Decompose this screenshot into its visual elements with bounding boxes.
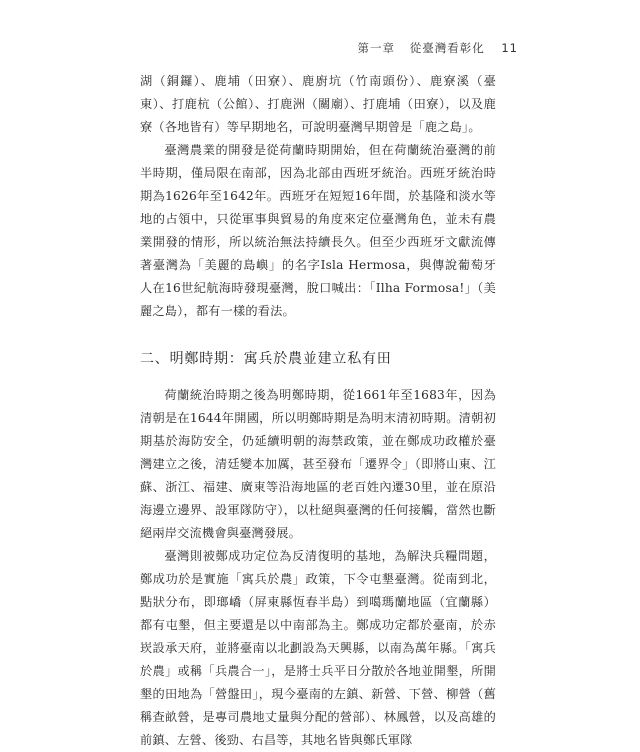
chapter-title: 從臺灣看彰化 bbox=[409, 41, 485, 55]
paragraph: 臺灣則被鄭成功定位為反清復明的基地，為解決兵糧問題，鄭成功於是實施「寓兵於農」政策，下令屯墾臺灣。從南到北，點狀分布，即瑯嶠（屏東縣恆春半島）到噶瑪蘭地區（宜蘭縣）都有屯墾，但主要還是以中南部為主。鄭成功定都於臺南，於赤崁設承天府，並將臺南以北劃設為天興縣，以南為萬年縣。「寓兵於農」或稱「兵農合一」，是將士兵平日分散於各地並開墾，所開墾的田地為「營盤田」，現今臺南的左鎮、新營、下營、柳營（舊稱查畝營，是專司農地丈量與分配的營部）、林鳳營，以及高雄的前鎮、左營、後勁、右昌等，其地名皆與鄭氏軍隊 bbox=[140, 549, 496, 747]
paragraph-continued: 湖（銅鑼）、鹿埔（田寮）、鹿廚坑（竹南頭份）、鹿寮溪（臺東）、打鹿杭（公館）、打鹿洲（關廟）、打鹿埔（田寮），以及鹿寮（各地皆有）等早期地名，可說明臺灣早期曾是「鹿之島」。 bbox=[140, 74, 496, 134]
paragraph: 荷蘭統治時期之後為明鄭時期，從1661年至1683年，因為清朝是在1644年開國，所以明鄭時期是為明末清初時期。清朝初期基於海防安全，仍延續明朝的海禁政策，並在鄭成功政權於臺灣建立之後，清廷變本加厲，甚至發布「遷界令」（即將山東、江蘇、浙江、福建、廣東等沿海地區的老百姓內遷30里，並在原沿海邊立邊界、設軍隊防守），以杜絕與臺灣的任何接觸，當然也斷絕兩岸交流機會與臺灣發展。 bbox=[140, 388, 496, 540]
chapter-number: 第一章 bbox=[357, 41, 396, 55]
running-header bbox=[348, 40, 518, 56]
body-text bbox=[140, 70, 496, 752]
page-number: 11 bbox=[501, 41, 518, 55]
section-heading: 二、明鄭時期：寓兵於農並建立私有田 bbox=[140, 351, 392, 367]
paragraph: 臺灣農業的開發是從荷蘭時期開始，但在荷蘭統治臺灣的前半時期，僅局限在南部，因為北部由西班牙統治。西班牙統治時期為1626年至1642年。西班牙在短短16年間，於基隆和淡水等地的占領中，只從軍事與貿易的角度來定位臺灣角色，並未有農業開發的情形，所以統治無法持續長久。但至少西班牙文獻流傳著臺灣為「美麗的島嶼」的名字Isla Hermosa，與傳說葡萄牙人在16世紀航海時發現臺灣，脫口喊出：「Ilha Formosa!」（美麗之島），都有一樣的看法。 bbox=[140, 143, 496, 318]
